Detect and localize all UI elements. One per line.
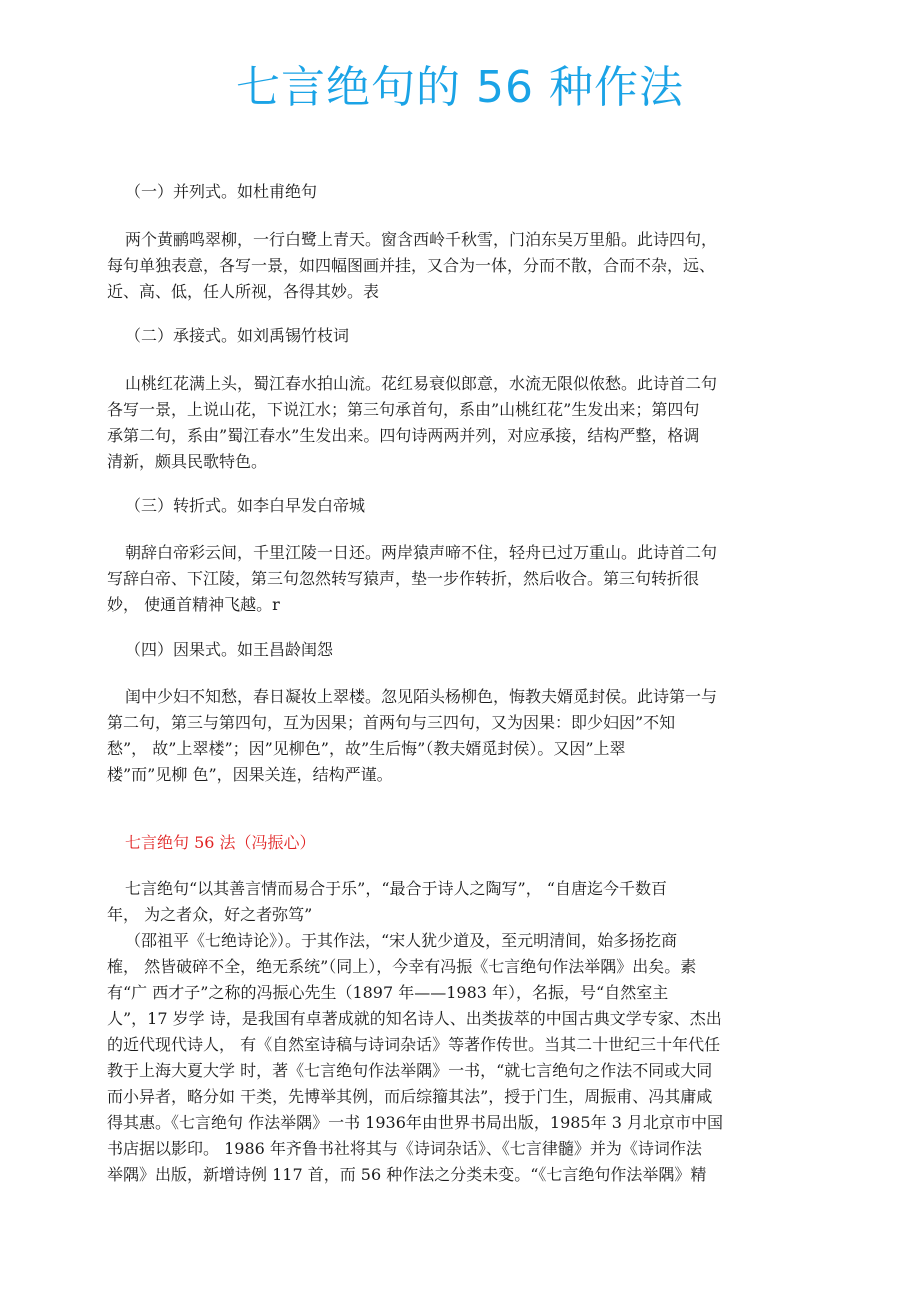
intro-line: 而小异者，略分如 干类，先博举其例，而后综籀其法”，授于门生，周振甫、冯其庸咸 (107, 1087, 713, 1106)
section-heading-1: （一）并列式。如杜甫绝句 (125, 182, 318, 201)
intro-line: 人”，17 岁学 诗，是我国有卓著成就的知名诗人、出类拔萃的中国古典文学专家、杰出 (107, 1009, 722, 1028)
section-1-line: 两个黄鹂鸣翠柳，一行白鹭上青天。窗含西岭千秋雪，门泊东吴万里船。此诗四句， (125, 230, 718, 249)
intro-line: 七言绝句“以其善言情而易合于乐”，“最合于诗人之陶写”， “自唐迄今千数百 (125, 879, 667, 898)
section-2-line: 山桃红花满上头，蜀江春水拍山流。花红易衰似郎意，水流无限似侬愁。此诗首二句 (125, 374, 718, 393)
section-3-line: 妙， 使通首精神飞越。r (107, 595, 280, 614)
section-4-line: 愁”， 故”上翠楼”；因”见柳色”，故”生后悔”（教夫婿觅封侯）。又因”上翠 (107, 739, 626, 758)
intro-line: 榷， 然皆破碎不全，绝无系统”（同上），今幸有冯振《七言绝句作法举隅》出矣。素 (107, 957, 697, 976)
intro-line: 得其惠。《七言绝句 作法举隅》一书 1936年由世界书局出版，1985年 3 月北京市中国 (107, 1113, 723, 1132)
section-1-line: 近、高、低，任人所视，各得其妙。表 (107, 282, 380, 301)
section-heading-3: （三）转折式。如李白早发白帝城 (125, 496, 366, 515)
section-heading-2: （二）承接式。如刘禹锡竹枝词 (125, 326, 350, 345)
section-4-line: 楼”而”见柳 色”，因果关连，结构严谨。 (107, 765, 393, 784)
section-body-2 (107, 371, 822, 475)
intro-paragraph (107, 876, 822, 1188)
section-1-line: 每句单独表意，各写一景，如四幅图画并挂，又合为一体，分而不散，合而不杂，远、 (107, 256, 716, 275)
intro-line: 教于上海大夏大学 时，著《七言绝句作法举隅》一书，“就七言绝句之作法不同或大同 (107, 1061, 713, 1080)
intro-line: （邵祖平《七绝诗论》）。于其作法，“宋人犹少道及，至元明清间，始多扬扢商 (125, 931, 678, 950)
intro-line: 举隅》出版，新增诗例 117 首，而 56 种作法之分类未变。“《七言绝句作法举隅》精 (107, 1165, 707, 1184)
intro-line: 有“广 西才子”之称的冯振心先生（1897 年——1983 年），名振，号“自然室主 (107, 983, 669, 1002)
section-4-line: 闺中少妇不知愁，春日凝妆上翠楼。忽见陌头杨柳色，悔教夫婿觅封侯。此诗第一与 (125, 687, 718, 706)
intro-line: 年， 为之者众，好之者弥笃” (107, 905, 313, 924)
section-2-line: 承第二句，系由”蜀江春水”生发出来。四句诗两两并列，对应承接，结构严整，格调 (107, 426, 700, 445)
section-body-4 (107, 684, 822, 788)
section-2-line: 清新，颇具民歌特色。 (107, 452, 268, 471)
intro-line: 的近代现代诗人， 有《自然室诗稿与诗词杂话》等著作传世。当其二十世纪三十年代任 (107, 1035, 721, 1054)
section-2-line: 各写一景，上说山花，下说江水；第三句承首句，系由”山桃红花”生发出来；第四句 (107, 400, 700, 419)
section-subtitle: 七言绝句 56 法（冯振心） (125, 833, 316, 852)
section-heading-4: （四）因果式。如王昌龄闺怨 (125, 640, 334, 659)
document-title: 七言绝句的 56 种作法 (236, 62, 684, 113)
section-body-3 (107, 540, 822, 618)
section-4-line: 第二句，第三与第四句，互为因果；首两句与三四句，又为因果：即少妇因”不知 (107, 713, 676, 732)
section-3-line: 写辞白帝、下江陵，第三句忽然转写猿声，垫一步作转折，然后收合。第三句转折很 (107, 569, 700, 588)
section-body-1 (107, 227, 822, 305)
intro-line: 书店据以影印。 1986 年齐鲁书社将其与《诗词杂话》、《七言律髓》并为《诗词作法 (107, 1139, 702, 1158)
section-3-line: 朝辞白帝彩云间，千里江陵一日还。两岸猿声啼不住，轻舟已过万重山。此诗首二句 (125, 543, 718, 562)
